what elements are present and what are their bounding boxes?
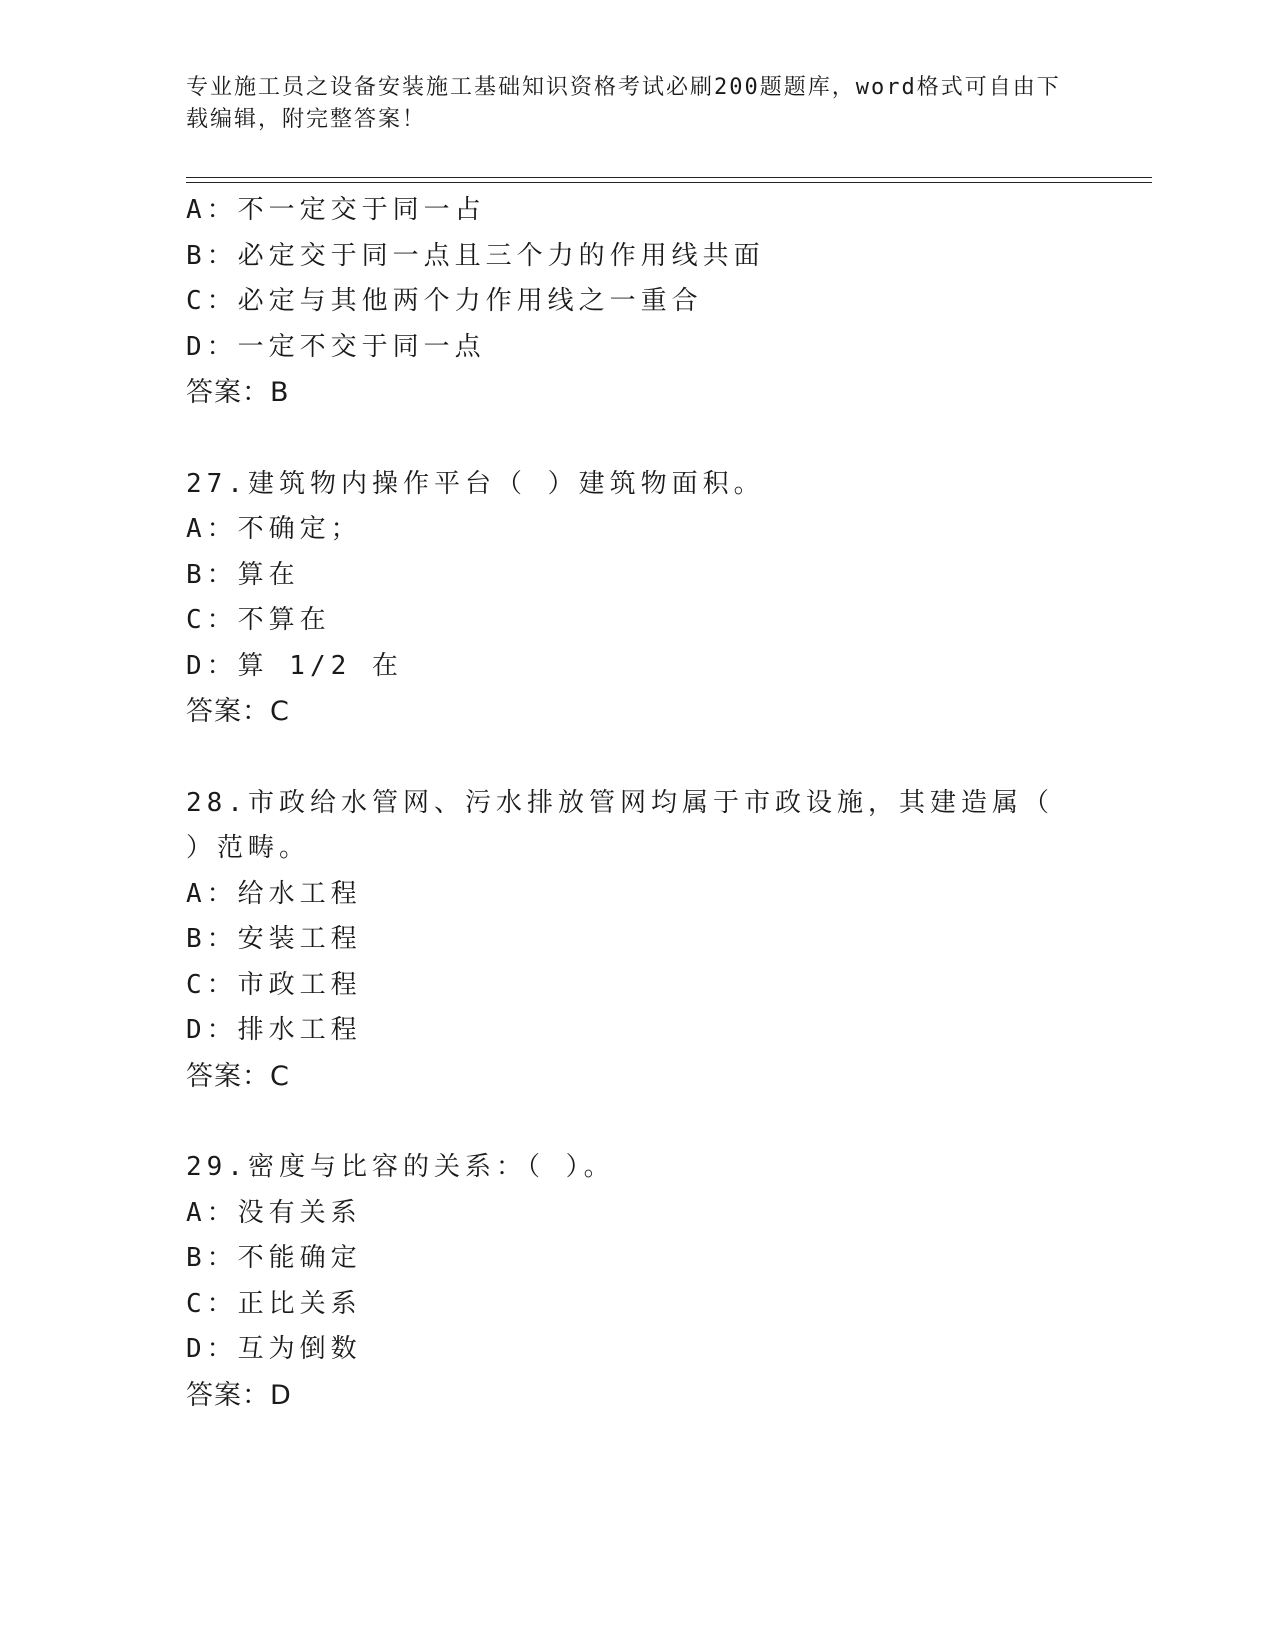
- question-stem: 28.市政给水管网、污水排放管网均属于市政设施，其建造属（ ）范畴。: [186, 787, 1054, 863]
- spacer: [186, 416, 1066, 462]
- option-b: B：必定交于同一点且三个力的作用线共面: [186, 240, 765, 271]
- option-a: A：给水工程: [186, 878, 362, 909]
- option-d: D：算 1/2 在: [186, 650, 403, 681]
- question-list: [186, 188, 1066, 1418]
- option-a: A：没有关系: [186, 1197, 362, 1228]
- answer-line: 答案：C: [186, 1060, 290, 1092]
- answer-line: 答案：C: [186, 696, 290, 727]
- question-stem: 27.建筑物内操作平台（ ）建筑物面积。: [186, 468, 765, 499]
- option-b: B：安装工程: [186, 924, 362, 954]
- question-block: [186, 188, 1066, 416]
- question-block: [186, 462, 1066, 735]
- option-b: B：不能确定: [186, 1243, 362, 1273]
- option-c: C：正比关系: [186, 1288, 362, 1319]
- option-c: C：必定与其他两个力作用线之一重合: [186, 286, 703, 316]
- question-block: [186, 1145, 1066, 1418]
- option-a: A：不确定；: [186, 514, 362, 544]
- spacer: [186, 1099, 1066, 1145]
- answer-line: 答案：D: [186, 1379, 292, 1411]
- question-stem: 29.密度与比容的关系：（ ）。: [186, 1152, 615, 1182]
- answer-line: 答案：B: [186, 377, 290, 408]
- spacer: [186, 735, 1066, 781]
- question-block: [186, 781, 1066, 1100]
- option-b: B：算在: [186, 559, 300, 590]
- option-d: D：互为倒数: [186, 1334, 362, 1364]
- document-header: 专业施工员之设备安装施工基础知识资格考试必刷200题题库，word格式可自由下载编辑，附完整答案！: [186, 75, 1061, 132]
- header-divider-bottom: [186, 182, 1152, 183]
- option-d: D：排水工程: [186, 1015, 362, 1045]
- option-a: A：不一定交于同一占: [186, 195, 486, 225]
- option-c: C：市政工程: [186, 969, 362, 1000]
- header-divider-top: [186, 177, 1152, 178]
- option-c: C：不算在: [186, 605, 331, 635]
- option-d: D：一定不交于同一点: [186, 331, 486, 362]
